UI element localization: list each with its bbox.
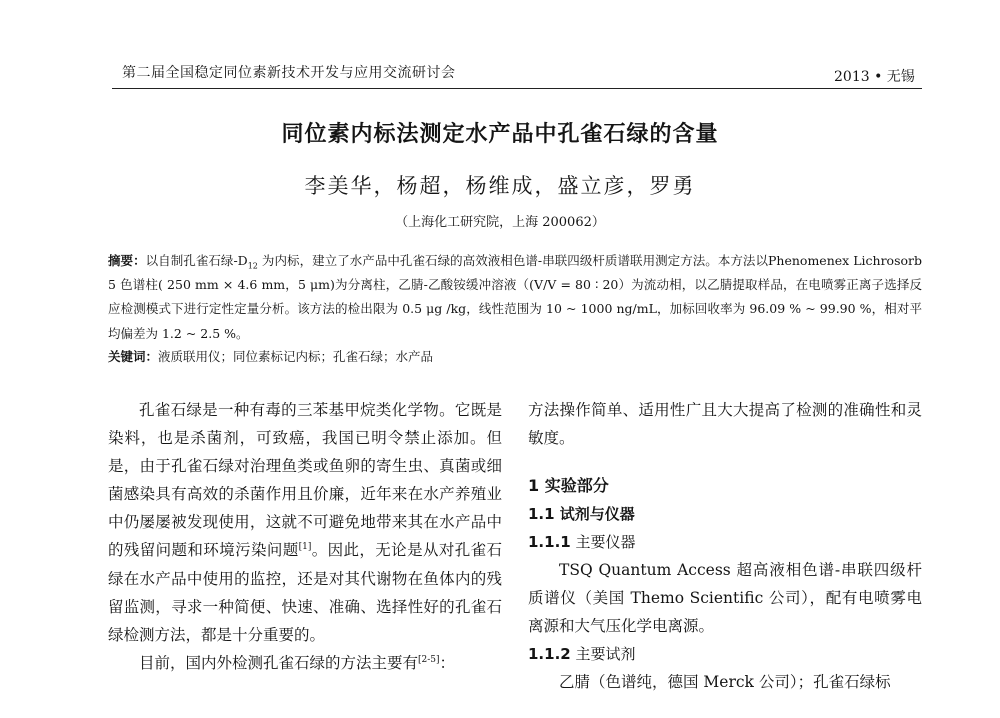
affiliation: （上海化工研究院，上海 200062） (395, 215, 605, 230)
intro-p1-text-b: 。因此，无论是从对孔雀石绿在水产品中使用的监控，还是对其代谢物在鱼体内的残留监测，寻求一种简便、快速、准确、选择性好的孔雀石绿检测方法，都是十分重要的。 (108, 541, 502, 644)
subsubsection-number-instruments: 1.1.1 (528, 533, 571, 552)
date-place-header: 2013 • 无锡 (834, 69, 915, 85)
subsubsection-title-instruments: 主要仪器 (570, 533, 636, 552)
paper-title: 同位素内标法测定水产品中孔雀石绿的含量 (281, 122, 719, 147)
abstract (108, 249, 922, 346)
subsubsection-heading-reagents (528, 640, 922, 668)
instruments-paragraph: TSQ Quantum Access 超高液相色谱-串联四级杆质谱仪（美国 Themo Scientific 公司），配有电喷雾电离源和大气压化学电离源。 (528, 561, 922, 636)
keywords (108, 347, 922, 365)
subsubsection-heading-instruments (528, 528, 922, 556)
intro-p2-text-a: 目前，国内外检测孔雀石绿的方法主要有 (139, 653, 419, 672)
header-rule (112, 88, 922, 89)
keywords-text: 液质联用仪；同位素标记内标；孔雀石绿；水产品 (158, 349, 434, 364)
abstract-text-2: 为内标，建立了水产品中孔雀石绿的高效液相色谱-串联四级杆质谱联用测定方法。本方法以Phenomenex Lichrosorb 5 色谱柱( 250 mm × 4.6 mm，5 μm)为分离柱，乙腈-乙酸铵缓冲溶液（(V/V = 80 ∶ 20）为流动相，以乙腈提取样品，在电喷雾正离子选择反应检测模式下进行定性定量分析。该方法的检出限为 0.5 μg /kg，线性范围为 10 ~ 1000 ng/mL，加标回收率为 96.09 % ~ 99.90 %，相对平均偏差为 1.2 ~ 2.5 %。 (108, 253, 922, 341)
subsubsection-number-reagents: 1.1.2 (528, 645, 571, 664)
intro-paragraph-continued: 方法操作简单、适用性广且大大提高了检测的准确性和灵敏度。 (528, 401, 922, 448)
subsection-heading-reagents-instruments: 1.1 试剂与仪器 (528, 505, 635, 524)
subsubsection-title-reagents: 主要试剂 (570, 645, 636, 664)
conference-header: 第二届全国稳定同位素新技术开发与应用交流研讨会 (122, 65, 456, 81)
left-column (108, 396, 502, 677)
intro-p2-text-b: ： (439, 653, 456, 672)
intro-p1-text-a: 孔雀石绿是一种有毒的三苯基甲烷类化学物。它既是染料，也是杀菌剂，可致癌，我国已明令禁止添加。但是，由于孔雀石绿对治理鱼类或鱼卵的寄生虫、真菌或细菌感染具有高效的杀菌作用且价廉，近年来在水产养殖业中仍屡屡被发现使用，这就不可避免地带来其在水产品中的残留问题和环境污染问题 (108, 401, 502, 560)
section-heading-experimental: 1 实验部分 (528, 476, 609, 496)
right-column (528, 396, 922, 697)
keywords-label: 关键词： (108, 349, 159, 364)
reagents-paragraph: 乙腈（色谱纯，德国 Merck 公司）；孔雀石绿标 (559, 673, 891, 692)
abstract-text-1: 以自制孔雀石绿-D (145, 253, 248, 268)
citation-1: [1] (298, 542, 312, 553)
intro-paragraph-1 (108, 396, 502, 649)
abstract-subscript: 12 (247, 261, 258, 271)
author-list: 李美华，杨超，杨维成，盛立彦，罗勇 (304, 174, 696, 198)
citation-2-5: [2-5] (418, 654, 440, 665)
intro-paragraph-2 (108, 649, 502, 677)
abstract-label: 摘要： (108, 253, 146, 268)
